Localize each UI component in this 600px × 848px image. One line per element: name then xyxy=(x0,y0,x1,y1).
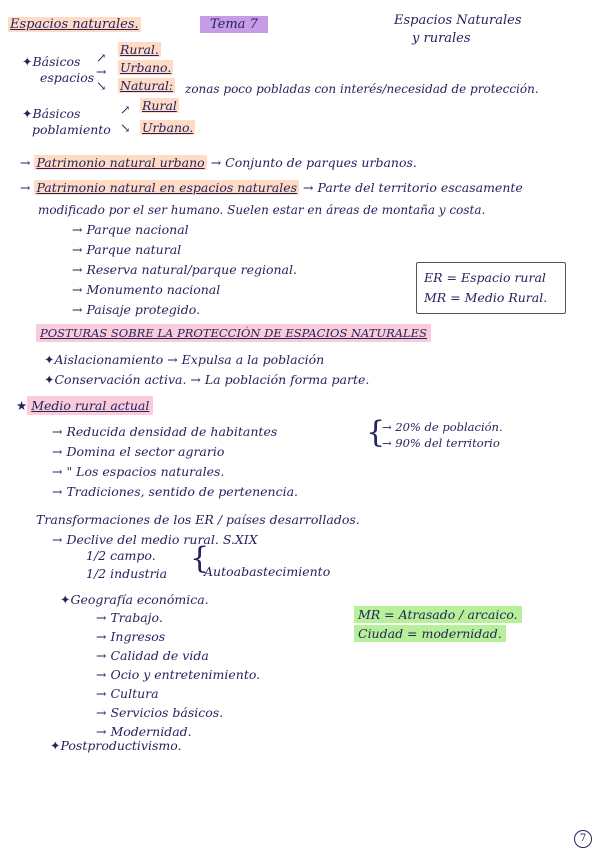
arrow-icon: → xyxy=(96,705,111,720)
basic-spaces-label-1: Básicos xyxy=(32,54,81,69)
arrow-icon: → xyxy=(96,686,111,701)
basic-population-label-1: Básicos xyxy=(32,106,81,121)
urban-heritage-definition: Conjunto de parques urbanos. xyxy=(225,155,417,170)
natural-heritage-definition-1: Parte del territorio escasamente xyxy=(317,180,523,195)
geography-item-2: Ingresos xyxy=(110,629,166,644)
geography-item-6: Servicios básicos. xyxy=(110,705,224,720)
branch-arrow-icon: ↘ xyxy=(96,78,107,93)
brace-icon: { xyxy=(190,541,210,576)
geography-title: Geografía económica. xyxy=(70,592,209,607)
bullet-icon: ✦ xyxy=(50,738,61,753)
posture-1-effect: Expulsa a la población xyxy=(181,352,325,367)
postproductivism: Postproductivismo. xyxy=(60,738,182,753)
population-type-rural: Rural xyxy=(142,98,177,113)
arrow-icon: → xyxy=(52,484,67,499)
space-type-natural: Natural: xyxy=(120,78,174,93)
half-countryside: 1/2 campo. xyxy=(86,548,156,563)
self-supply: Autoabastecimiento xyxy=(204,564,331,579)
geography-item-7: Modernidad. xyxy=(110,724,192,739)
protected-type-2: Parque natural xyxy=(86,242,182,257)
rural-stat-population: 20% de población. xyxy=(395,420,503,434)
rural-trait-3: " Los espacios naturales. xyxy=(66,464,225,479)
arrow-icon: → xyxy=(72,222,87,237)
bullet-icon: ✦ xyxy=(44,372,55,387)
posture-2-effect: La población forma parte. xyxy=(204,372,370,387)
arrow-icon: → xyxy=(72,262,87,277)
page-number: 7 xyxy=(574,830,592,848)
arrow-icon: → xyxy=(52,424,67,439)
protected-type-1: Parque nacional xyxy=(86,222,189,237)
half-industry: 1/2 industria xyxy=(86,566,168,581)
natural-space-definition: zonas poco pobladas con interés/necesidad de protección. xyxy=(185,82,539,96)
bullet-icon: ✦ xyxy=(60,592,71,607)
arrow-icon: → xyxy=(163,352,182,367)
geography-item-5: Cultura xyxy=(110,686,159,701)
space-type-urban: Urbano. xyxy=(120,60,172,75)
arrow-icon: → xyxy=(382,436,396,450)
branch-arrow-icon: ↘ xyxy=(120,120,131,135)
rural-trait-4: Tradiciones, sentido de pertenencia. xyxy=(66,484,299,499)
arrow-icon: → xyxy=(72,242,87,257)
branch-arrow-icon: → xyxy=(96,64,107,79)
rural-decline: Declive del medio rural. S.XIX xyxy=(66,532,258,547)
branch-arrow-icon: ↗ xyxy=(120,102,131,117)
posture-1-name: Aislacionamiento xyxy=(54,352,164,367)
arrow-icon: → xyxy=(72,282,87,297)
arrow-icon: → xyxy=(186,372,205,387)
topic-badge: Tema 7 xyxy=(200,16,268,33)
arrow-icon: → xyxy=(52,532,67,547)
bullet-icon: ✦ xyxy=(22,54,33,69)
arrow-icon: → xyxy=(96,629,111,644)
arrow-icon: → xyxy=(20,155,35,170)
protected-type-5: Paisaje protegido. xyxy=(86,302,201,317)
tag-city-modern: Ciudad = modernidad. xyxy=(354,625,506,642)
header-right-line-1: Espacios Naturales xyxy=(394,13,522,28)
arrow-icon: → xyxy=(96,667,111,682)
abbreviation-er: ER = Espacio rural xyxy=(424,270,546,285)
protected-type-3: Reserva natural/parque regional. xyxy=(86,262,297,277)
abbreviation-mr: MR = Medio Rural. xyxy=(424,290,548,305)
transformations-title: Transformaciones de los ER / países desarrollados. xyxy=(36,512,360,527)
arrow-icon: → xyxy=(20,180,35,195)
space-type-rural: Rural. xyxy=(120,42,159,57)
geography-item-4: Ocio y entretenimiento. xyxy=(110,667,261,682)
population-type-urban: Urbano. xyxy=(142,120,194,135)
current-rural-title: Medio rural actual xyxy=(27,396,153,415)
natural-heritage-title: Patrimonio natural en espacios naturales xyxy=(36,180,298,195)
geography-item-1: Trabajo. xyxy=(110,610,163,625)
rural-stat-territory: 90% del territorio xyxy=(395,436,500,450)
arrow-icon: → xyxy=(72,302,87,317)
bullet-icon: ✦ xyxy=(22,106,33,121)
tag-rural-backward: MR = Atrasado / arcaico. xyxy=(354,606,522,623)
arrow-icon: → xyxy=(96,724,111,739)
page-title-left: Espacios naturales. xyxy=(10,17,139,32)
basic-population-label-2: poblamiento xyxy=(32,122,111,137)
brace-icon: { xyxy=(366,415,386,450)
arrow-icon: → xyxy=(96,610,111,625)
header-right-line-2: y rurales xyxy=(412,31,471,46)
postures-title: POSTURAS SOBRE LA PROTECCIÓN DE ESPACIOS NATURALES xyxy=(36,324,431,342)
urban-heritage-title: Patrimonio natural urbano xyxy=(36,155,205,170)
natural-heritage-definition-2: modificado por el ser humano. Suelen estar en áreas de montaña y costa. xyxy=(38,203,486,217)
rural-trait-2: Domina el sector agrario xyxy=(66,444,225,459)
arrow-icon: → xyxy=(382,420,396,434)
arrow-icon: → xyxy=(52,464,67,479)
geography-item-3: Calidad de vida xyxy=(110,648,209,663)
star-icon: ★ xyxy=(16,398,28,413)
arrow-icon: → xyxy=(206,155,226,170)
branch-arrow-icon: ↗ xyxy=(96,50,107,65)
posture-2-name: Conservación activa. xyxy=(54,372,187,387)
bullet-icon: ✦ xyxy=(44,352,55,367)
basic-spaces-label-2: espacios xyxy=(40,70,95,85)
arrow-icon: → xyxy=(299,180,318,195)
arrow-icon: → xyxy=(96,648,111,663)
arrow-icon: → xyxy=(52,444,67,459)
rural-trait-1: Reducida densidad de habitantes xyxy=(66,424,278,439)
protected-type-4: Monumento nacional xyxy=(86,282,221,297)
